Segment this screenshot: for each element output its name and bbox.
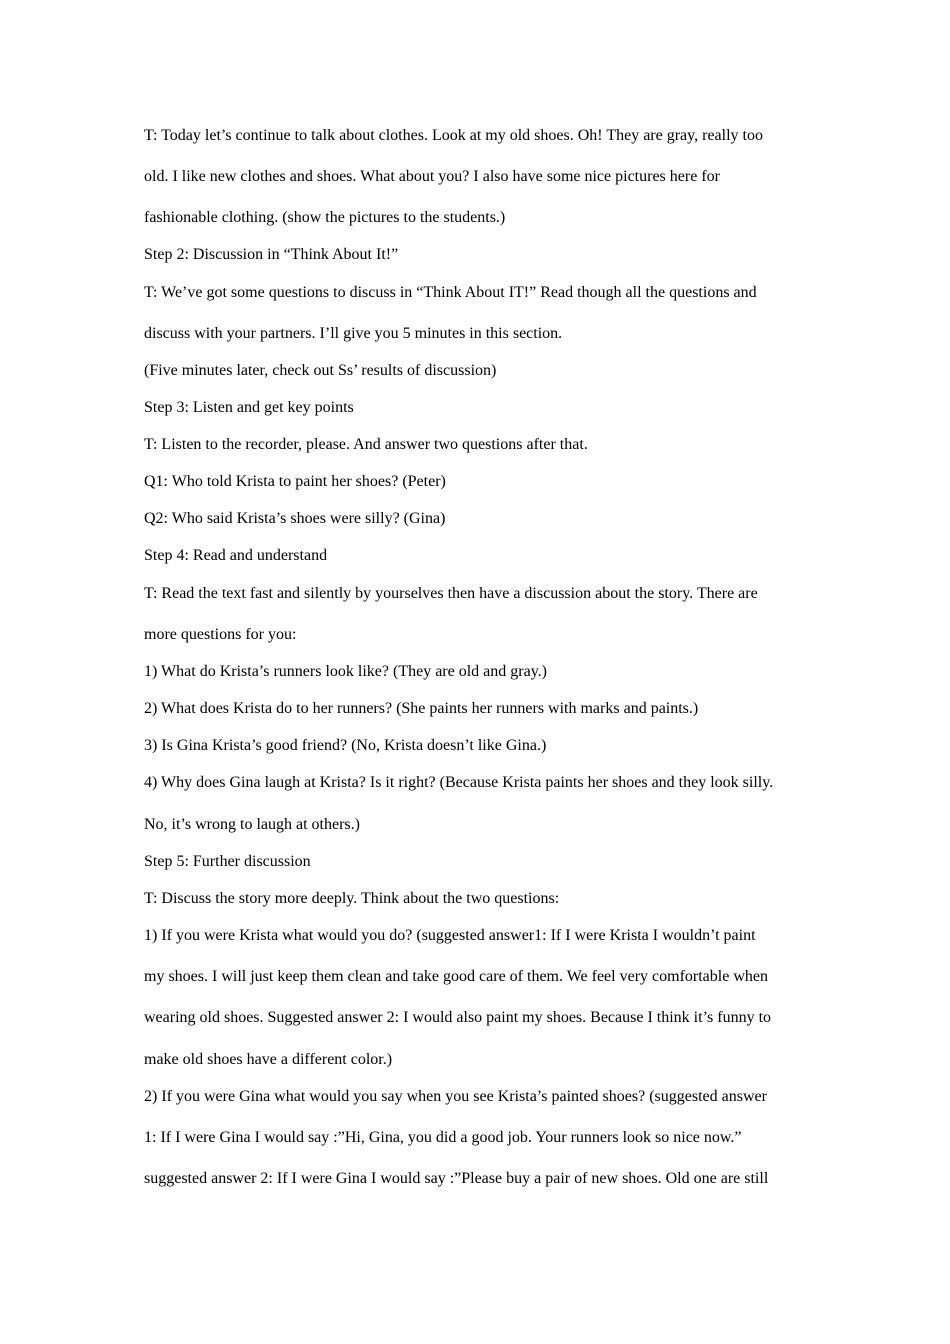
list-item: 2) If you were Gina what would you say when you see Krista’s painted shoes? (suggested answer [144, 1088, 767, 1105]
text-line: T: Listen to the recorder, please. And answer two questions after that. [144, 436, 588, 453]
text-line: suggested answer 2: If I were Gina I would say :”Please buy a pair of new shoes. Old one are still [144, 1170, 769, 1187]
text-line: fashionable clothing. (show the pictures to the students.) [144, 209, 506, 226]
text-line: T: We’ve got some questions to discuss in “Think About IT!” Read though all the questions and [144, 284, 757, 301]
list-item: 2) What does Krista do to her runners? (She paints her runners with marks and paints.) [144, 700, 699, 717]
step-heading: Step 2: Discussion in “Think About It!” [144, 246, 399, 263]
text-line: my shoes. I will just keep them clean and take good care of them. We feel very comfortable when [144, 968, 768, 985]
question-line: Q1: Who told Krista to paint her shoes? (Peter) [144, 473, 446, 490]
text-line: wearing old shoes. Suggested answer 2: I would also paint my shoes. Because I think it’s funny to [144, 1009, 772, 1026]
text-line: T: Read the text fast and silently by yourselves then have a discussion about the story. There are [144, 585, 758, 602]
text-line: T: Today let’s continue to talk about clothes. Look at my old shoes. Oh! They are gray, really too [144, 127, 763, 144]
list-item: 4) Why does Gina laugh at Krista? Is it right? (Because Krista paints her shoes and they look silly. [144, 774, 774, 791]
text-line: No, it’s wrong to laugh at others.) [144, 816, 360, 833]
text-line: (Five minutes later, check out Ss’ results of discussion) [144, 362, 497, 379]
text-line: T: Discuss the story more deeply. Think about the two questions: [144, 890, 560, 907]
text-line: more questions for you: [144, 626, 297, 643]
text-line: make old shoes have a different color.) [144, 1051, 393, 1068]
question-line: Q2: Who said Krista’s shoes were silly? (Gina) [144, 510, 446, 527]
list-item: 1) What do Krista’s runners look like? (They are old and gray.) [144, 663, 547, 680]
text-line: 1: If I were Gina I would say :”Hi, Gina, you did a good job. Your runners look so nice now.” [144, 1129, 742, 1146]
list-item: 3) Is Gina Krista’s good friend? (No, Krista doesn’t like Gina.) [144, 737, 547, 754]
text-line: old. I like new clothes and shoes. What about you? I also have some nice pictures here for [144, 168, 720, 185]
step-heading: Step 5: Further discussion [144, 853, 311, 870]
list-item: 1) If you were Krista what would you do? (suggested answer1: If I were Krista I wouldn’t paint [144, 927, 756, 944]
text-line: discuss with your partners. I’ll give you 5 minutes in this section. [144, 325, 563, 342]
step-heading: Step 4: Read and understand [144, 547, 328, 564]
step-heading: Step 3: Listen and get key points [144, 399, 354, 416]
